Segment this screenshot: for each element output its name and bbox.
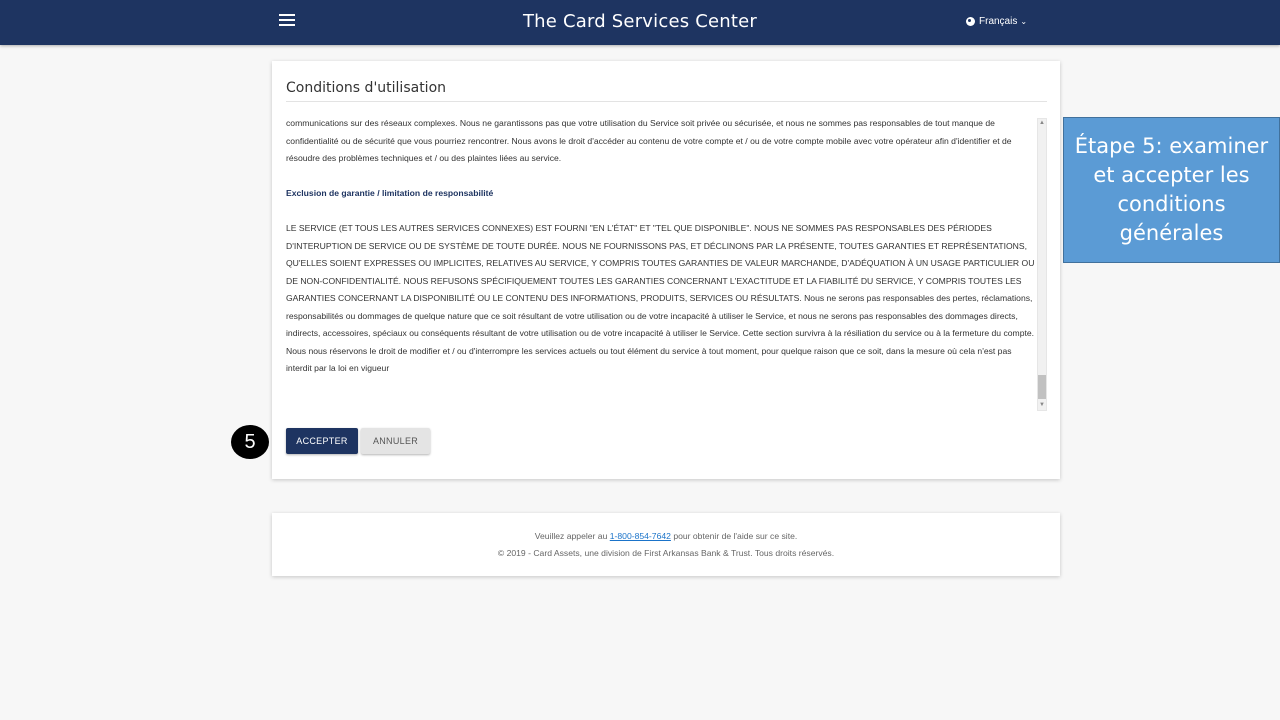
language-label: Français — [979, 16, 1018, 27]
site-title: The Card Services Center — [522, 11, 758, 32]
terms-card — [272, 61, 1060, 479]
footer-help-line — [272, 531, 1060, 541]
top-navbar — [0, 0, 1280, 45]
footer — [272, 513, 1060, 576]
terms-scroll-area[interactable] — [286, 115, 1037, 410]
footer-copyright: © 2019 - Card Assets, une division de First Arkansas Bank & Trust. Tous droits réservés. — [497, 548, 835, 558]
footer-help-prefix: Veuillez appeler au — [534, 531, 608, 541]
scroll-up-icon[interactable]: ▲ — [1039, 120, 1045, 126]
step-number-badge: 5 — [231, 425, 269, 459]
chevron-down-icon: ⌄ — [1020, 17, 1028, 26]
terms-scrollbar[interactable] — [1037, 118, 1047, 411]
phone-link[interactable]: 1-800-854-7642 — [609, 531, 671, 541]
accept-button[interactable]: ACCEPTER — [286, 428, 358, 454]
scroll-down-icon[interactable]: ▼ — [1039, 402, 1045, 408]
terms-section-paragraph: LE SERVICE (ET TOUS LES AUTRES SERVICES CONNEXES) EST FOURNI "EN L'ÉTAT" ET "TEL QUE DISPONIBLE". NOUS NE SOMMES PAS RESPONSABLES DES PÉRIODES D'INTERUPTION DE SERVICE OU DE SYSTÈME DE TOUTE DURÉE. NOUS NE FOURNISSONS PAS, ET DÉCLINONS PAR LA PRÉSENTE, TOUTES GARANTIES ET REPRÉSENTATIONS, QU'ELLES SOIENT EXPRESSES OU IMPLICITES, RELATIVES AU SERVICE, Y COMPRIS TOUTES GARANTIES DE VALEUR MARCHANDE, D'ADÉQUATION À UN USAGE PARTICULIER OU DE NON-CONFIDENTIALITÉ. NOUS REFUSONS SPÉCIFIQUEMENT TOUTES LES GARANTIES CONCERNANT L'EXACTITUDE ET LA FIABILITÉ DU SERVICE, Y COMPRIS TOUTES LES GARANTIES CONCERNANT LA DISPONIBILITÉ OU LE CONTENU DES INFORMATIONS, PRODUITS, SERVICES OU RÉSULTATS. Nous ne serons pas responsables des pertes, réclamations, responsabilités ou dommages de quelque nature que ce soit résultant de votre utilisation ou de votre incapacité à utiliser le Service, et nous ne serons pas responsables des dommages directs, indirects, accessoires, spéciaux ou conséquents résultant de votre utilisation ou de votre incapacité à utiliser le Service. Cette section survivra à la résiliation du service ou à la fermeture du compte. Nous nous réservons le droit de modifier et / ou d'interrompre les services actuels ou tout élément du service à tout moment, pour quelque raison que ce soit, dans la mesure où cela n'est pas interdit par la loi en vigueur — [286, 223, 1035, 373]
step-callout: Étape 5: examiner et accepter les conditions générales — [1063, 117, 1280, 263]
globe-icon — [966, 17, 975, 26]
cancel-button[interactable]: ANNULER — [361, 428, 430, 454]
scroll-thumb[interactable] — [1038, 375, 1046, 399]
language-selector[interactable] — [966, 16, 1027, 27]
terms-intro-paragraph: communications sur des réseaux complexes. Nous ne garantissons pas que votre utilisation du Service soit privée ou sécurisée, et nous ne sommes pas responsables de tout manque de confidentialité ou de sécurité que vous pourriez rencontrer. Nous avons le droit d'accéder au contenu de votre compte et / ou de votre compte mobile avec votre opérateur afin d'identifier et de résoudre des problèmes techniques et / ou des plaintes liées au service. — [286, 118, 1012, 163]
terms-title: Conditions d'utilisation — [286, 80, 447, 96]
footer-help-suffix: pour obtenir de l'aide sur ce site. — [673, 531, 798, 541]
title-divider — [286, 101, 1047, 102]
terms-section-heading: Exclusion de garantie / limitation de responsabilité — [286, 188, 494, 198]
